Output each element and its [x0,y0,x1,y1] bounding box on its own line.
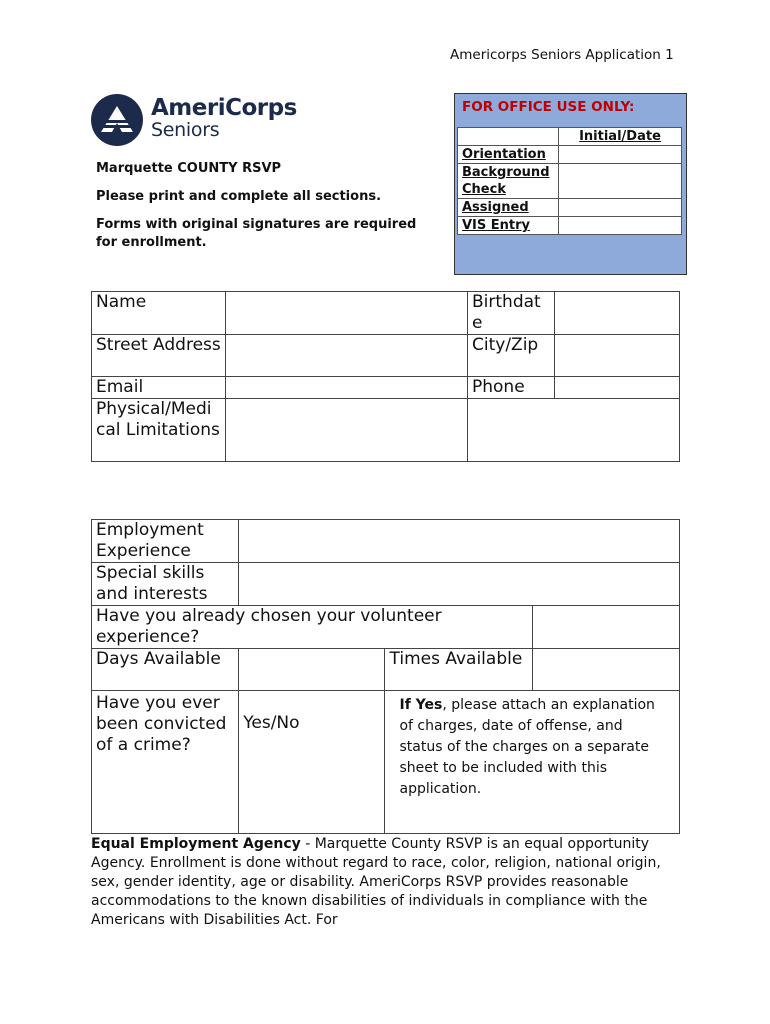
office-blank-cell [458,128,559,146]
logo-line1: AmeriCorps [151,95,297,121]
office-initial-field[interactable] [559,146,682,164]
chosen-experience-label: Have you already chosen your volunteer experience? [92,606,533,649]
eeo-statement [91,835,661,930]
office-initial-field[interactable] [559,217,682,235]
phone-field[interactable] [555,377,680,399]
office-initial-field[interactable] [559,164,682,199]
birthdate-field[interactable] [555,292,680,335]
office-initial-date-header: Initial/Date [559,128,682,146]
county-title: Marquette COUNTY RSVP [96,161,282,176]
email-field[interactable] [226,377,468,399]
name-field[interactable] [226,292,468,335]
office-row-label: VIS Entry [458,217,559,235]
yes-no-field[interactable]: Yes/No [239,691,385,834]
crime-instructions [385,691,680,834]
crime-note-bold: If Yes [399,697,443,713]
crime-note-text: , please attach an explanation of charges, date of offense, and status of the charges on a separate sheet to be included with this application. [399,697,655,797]
name-label: Name [92,292,226,335]
eeo-heading: Equal Employment Agency [91,836,301,852]
instruction-text: Please print and complete all sections. [96,189,382,204]
times-available-field[interactable] [532,649,679,691]
city-zip-field[interactable] [555,335,680,377]
times-available-label: Times Available [385,649,532,691]
personal-info-table [91,291,680,462]
office-row-label: Orientation [458,146,559,164]
office-use-box [454,93,687,275]
limitations-field-b[interactable] [468,399,680,462]
skills-label: Special skills and interests [92,563,239,606]
street-address-label: Street Address [92,335,226,377]
office-use-table [457,127,682,235]
office-row-label: Background Check [458,164,559,199]
logo-line2: Seniors [151,119,220,141]
signature-note: Forms with original signatures are required for enrollment. [96,217,417,250]
eeo-body: - Marquette County RSVP is an equal opportunity Agency. Enrollment is done without regard to race, color, religion, national origin, sex, gender identity, age or disability. AmeriCorps RSVP provides reasonable accommodations to the known disabilities of individuals in compliance with the Americans with Disabilities Act. For [91,836,661,928]
office-use-title: FOR OFFICE USE ONLY: [462,99,635,115]
email-label: Email [92,377,226,399]
employment-field[interactable] [239,520,680,563]
office-row-label: Assigned [458,199,559,217]
chosen-experience-field[interactable] [532,606,679,649]
street-address-field[interactable] [226,335,468,377]
americorps-logo [91,94,297,150]
employment-label: Employment Experience [92,520,239,563]
limitations-field-a[interactable] [226,399,468,462]
days-available-label: Days Available [92,649,239,691]
city-zip-label: City/Zip [468,335,555,377]
page-header-note: Americorps Seniors Application 1 [450,47,674,63]
birthdate-label: Birthdat e [468,292,555,335]
limitations-label: Physical/Medi cal Limitations [92,399,226,462]
crime-question-label: Have you ever been convicted of a crime? [92,691,239,834]
phone-label: Phone [468,377,555,399]
americorps-seal-icon [91,94,143,146]
skills-field[interactable] [239,563,680,606]
experience-table [91,519,680,834]
days-available-field[interactable] [239,649,385,691]
office-initial-field[interactable] [559,199,682,217]
